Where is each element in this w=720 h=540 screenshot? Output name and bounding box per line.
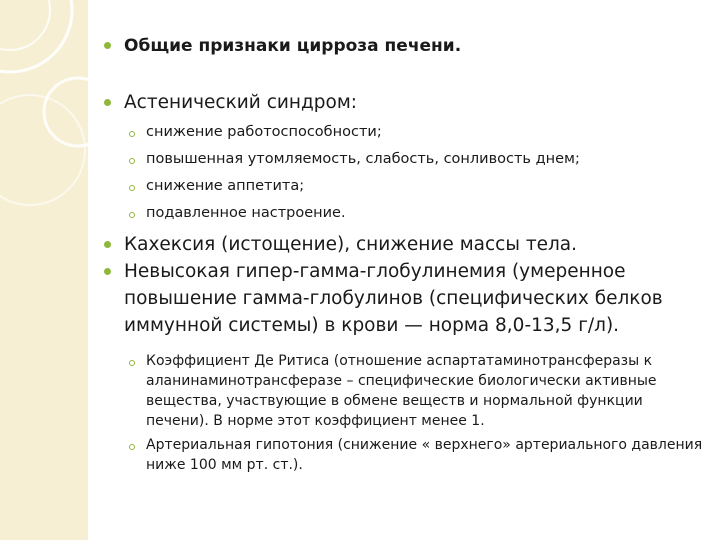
ring-bullet-icon xyxy=(129,360,135,366)
list-item-text: Коэффициент Де Ритиса (отношение аспартатаминотрансферазы к аланинаминотрансферазе – специфические биологически активные вещества, участвующие в обмене веществ и нормальной функции печени). В норме этот коэффициент менее 1. xyxy=(146,353,657,429)
list-item-text: подавленное настроение. xyxy=(146,205,346,221)
list-item xyxy=(104,122,704,143)
asthenic-label: Астенический синдром: xyxy=(124,92,358,113)
ring-bullet-icon xyxy=(129,158,135,164)
heading-item xyxy=(104,32,704,60)
cachexia-item xyxy=(104,231,704,258)
ring-bullet-icon xyxy=(129,131,135,137)
bullet-icon xyxy=(104,268,111,275)
list-item xyxy=(104,176,704,197)
list-item xyxy=(104,203,704,224)
ring-bullet-icon xyxy=(129,444,135,450)
list-item xyxy=(104,149,704,170)
slide-heading: Общие признаки цирроза печени. xyxy=(124,36,462,56)
bullet-icon xyxy=(104,42,111,49)
bullet-icon xyxy=(104,241,111,248)
asthenic-list xyxy=(104,122,704,224)
globulin-list xyxy=(104,351,704,475)
list-item-text: Артериальная гипотония (снижение « верхнего» артериального давления ниже 100 мм рт. ст.). xyxy=(146,437,703,473)
bullet-icon xyxy=(104,99,111,106)
decorative-circles xyxy=(0,0,88,540)
globulin-text: Невысокая гипер-гамма-глобулинемия (умеренное повышение гамма-глобулинов (специфических белков иммунной системы) в крови — норма 8,0-13,5 г/л). xyxy=(124,261,663,336)
asthenic-item xyxy=(104,89,704,116)
list-item-text: снижение аппетита; xyxy=(146,178,305,194)
slide-content xyxy=(104,28,704,475)
ring-bullet-icon xyxy=(129,212,135,218)
globulin-item xyxy=(104,258,704,339)
cachexia-text: Кахексия (истощение), снижение массы тела. xyxy=(124,234,578,255)
decorative-side-panel xyxy=(0,0,88,540)
ring-bullet-icon xyxy=(129,185,135,191)
list-item xyxy=(104,351,704,431)
list-item xyxy=(104,435,704,475)
list-item-text: повышенная утомляемость, слабость, сонливость днем; xyxy=(146,151,580,167)
list-item-text: снижение работоспособности; xyxy=(146,124,382,140)
